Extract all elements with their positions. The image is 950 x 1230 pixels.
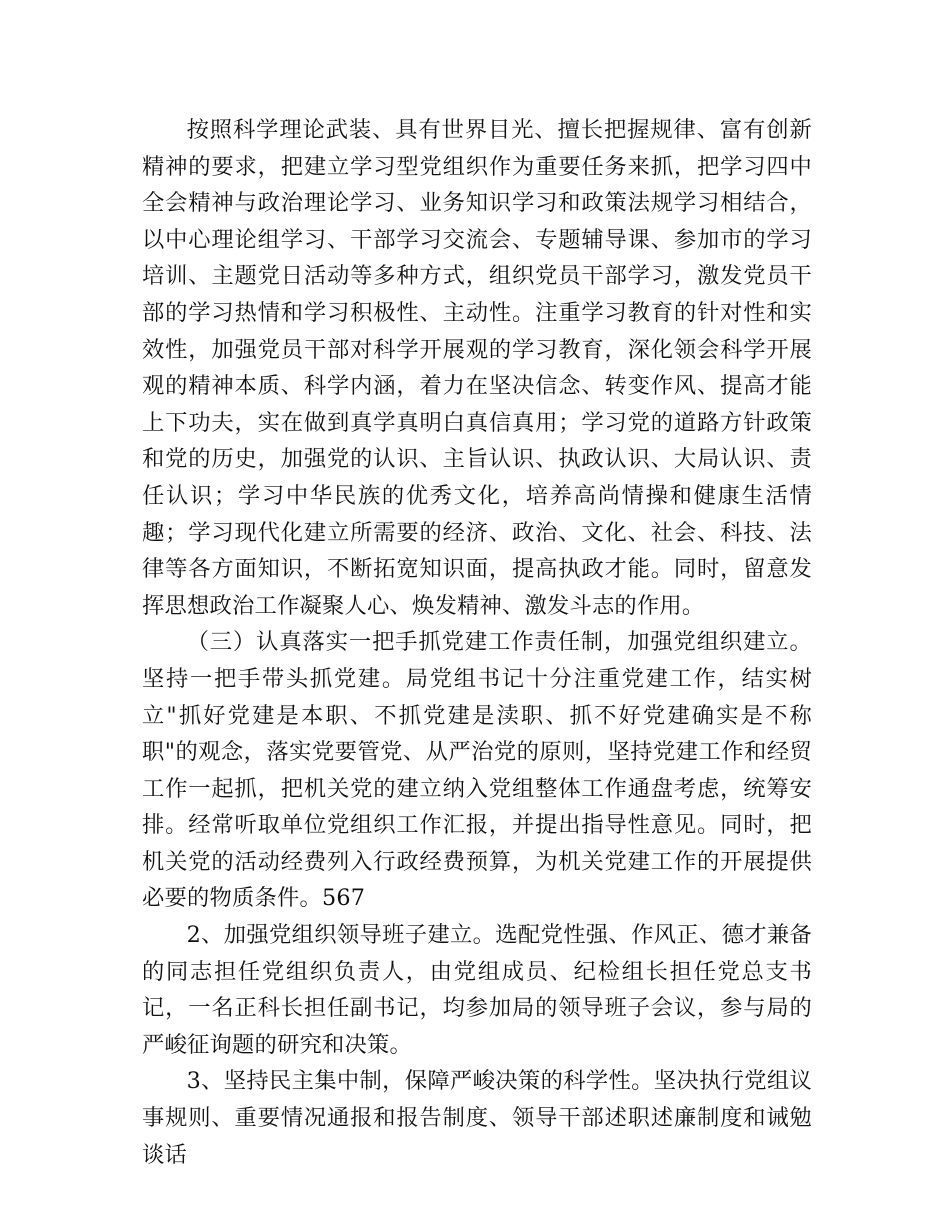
paragraph-study-organization: 按照科学理论武装、具有世界目光、擅长把握规律、富有创新精神的要求，把建立学习型党组织作为重要任务来抓，把学习四中全会精神与政治理论学习、业务知识学习和政策法规学习相结合，以中心理论组学习、干部学习交流会、专题辅导课、参加市的学习培训、主题党日活动等多种方式，组织党员干部学习，激发党员干部的学习热情和学习积极性、主动性。注重学习教育的针对性和实效性，加强党员干部对科学开展观的学习教育，深化领会科学开展观的精神本质、科学内涵，着力在坚决信念、转变作风、提高才能上下功夫，实在做到真学真明白真信真用；学习党的道路方针政策和党的历史，加强党的认识、主旨认识、执政认识、大局认识、责任认识；学习中华民族的优秀文化，培养高尚情操和健康生活情趣；学习现代化建立所需要的经济、政治、文化、社会、科技、法律等各方面知识，不断拓宽知识面，提高执政才能。同时，留意发挥思想政治工作凝聚人心、焕发精神、激发斗志的作用。 — [142, 117, 812, 619]
paragraph-leadership-team: 2、加强党组织领导班子建立。选配党性强、作风正、德才兼备的同志担任党组织负责人，由党组成员、纪检组长担任党总支书记，一名正科长担任副书记，均参加局的领导班子会议，参与局的严峻征询题的研究和决策。 — [142, 922, 812, 1058]
paragraph-party-building-responsibility: （三）认真落实一把手抓党建工作责任制，加强党组织建立。坚持一把手带头抓党建。局党组书记十分注重党建工作，结实树立"抓好党建是本职、不抓党建是渎职、抓不好党建确实是不称职"的观念，落实党要管党、从严治党的原则，坚持党建工作和经贸工作一起抓，把机关党的建立纳入党组整体工作通盘考虑，统筹安排。经常听取单位党组织工作汇报，并提出指导性意见。同时，把机关党的活动经费列入行政经费预算，为机关党建工作的开展提供必要的物质条件。567 — [142, 629, 812, 912]
document-body — [142, 112, 812, 1173]
paragraph-democratic-centralism: 3、坚持民主集中制，保障严峻决策的科学性。坚决执行党组议事规则、重要情况通报和报告制度、领导干部述职述廉制度和诫勉谈话 — [142, 1068, 812, 1168]
